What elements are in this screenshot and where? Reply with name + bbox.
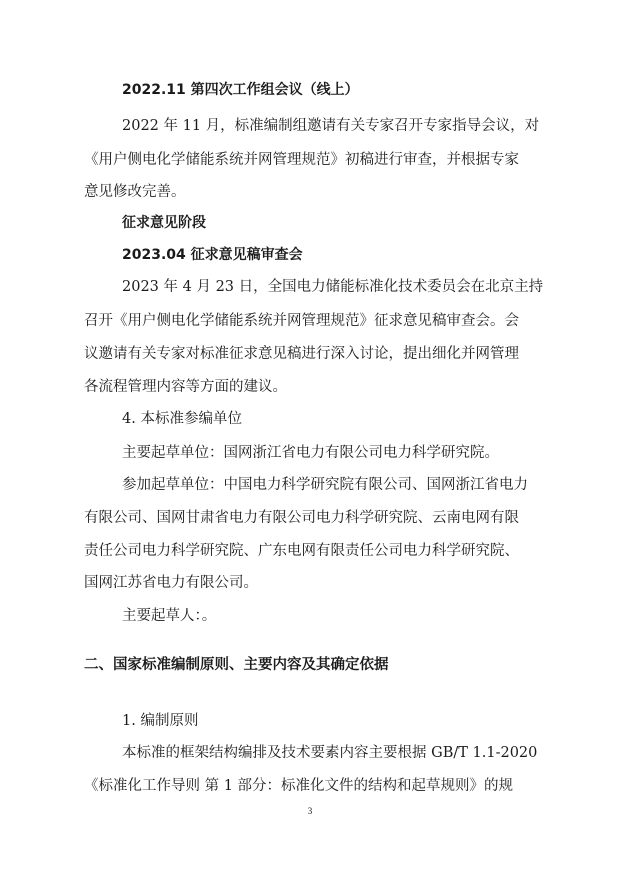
paragraph-line: 召开《用户侧电化学储能系统并网管理规范》征求意见稿审查会。会 (84, 313, 519, 329)
heading-review-meeting: 2023.04 征求意见稿审查会 (122, 247, 303, 263)
heading-meeting-4: 2022.11 第四次工作组会议（线上） (122, 82, 359, 98)
subsection-principles: 1. 编制原则 (122, 713, 199, 729)
heading-comment-stage: 征求意见阶段 (122, 215, 206, 231)
paragraph-line: 主要起草人：。 (122, 608, 217, 624)
section-heading-2: 二、国家标准编制原则、主要内容及其确定依据 (84, 657, 389, 673)
page-number: 3 (307, 806, 313, 816)
paragraph-line: 《用户侧电化学储能系统并网管理规范》初稿进行审查，并根据专家 (84, 152, 519, 168)
paragraph-line: 国网江苏省电力有限公司。 (84, 575, 258, 591)
paragraph-line: 意见修改完善。 (84, 184, 186, 200)
paragraph-line: 《标准化工作导则 第 1 部分：标准化文件的结构和起草规则》的规 (84, 778, 514, 794)
paragraph-line: 2022 年 11 月，标准编制组邀请有关专家召开专家指导会议，对 (122, 118, 540, 134)
paragraph-line: 本标准的框架结构编排及技术要素内容主要根据 GB/T 1.1-2020 (122, 745, 538, 761)
paragraph-line: 责任公司电力科学研究院、广东电网有限责任公司电力科学研究院、 (84, 543, 519, 559)
paragraph-line: 有限公司、国网甘肃省电力有限公司电力科学研究院、云南电网有限 (84, 510, 519, 526)
paragraph-line: 参加起草单位：中国电力科学研究院有限公司、国网浙江省电力 (122, 477, 528, 493)
paragraph-line: 主要起草单位：国网浙江省电力有限公司电力科学研究院。 (122, 445, 499, 461)
section-participants: 4. 本标准参编单位 (122, 411, 242, 427)
paragraph-line: 2023 年 4 月 23 日，全国电力储能标准化技术委员会在北京主持 (122, 279, 544, 295)
paragraph-line: 议邀请有关专家对标准征求意见稿进行深入讨论，提出细化并网管理 (84, 346, 519, 362)
paragraph-line: 各流程管理内容等方面的建议。 (84, 379, 287, 395)
